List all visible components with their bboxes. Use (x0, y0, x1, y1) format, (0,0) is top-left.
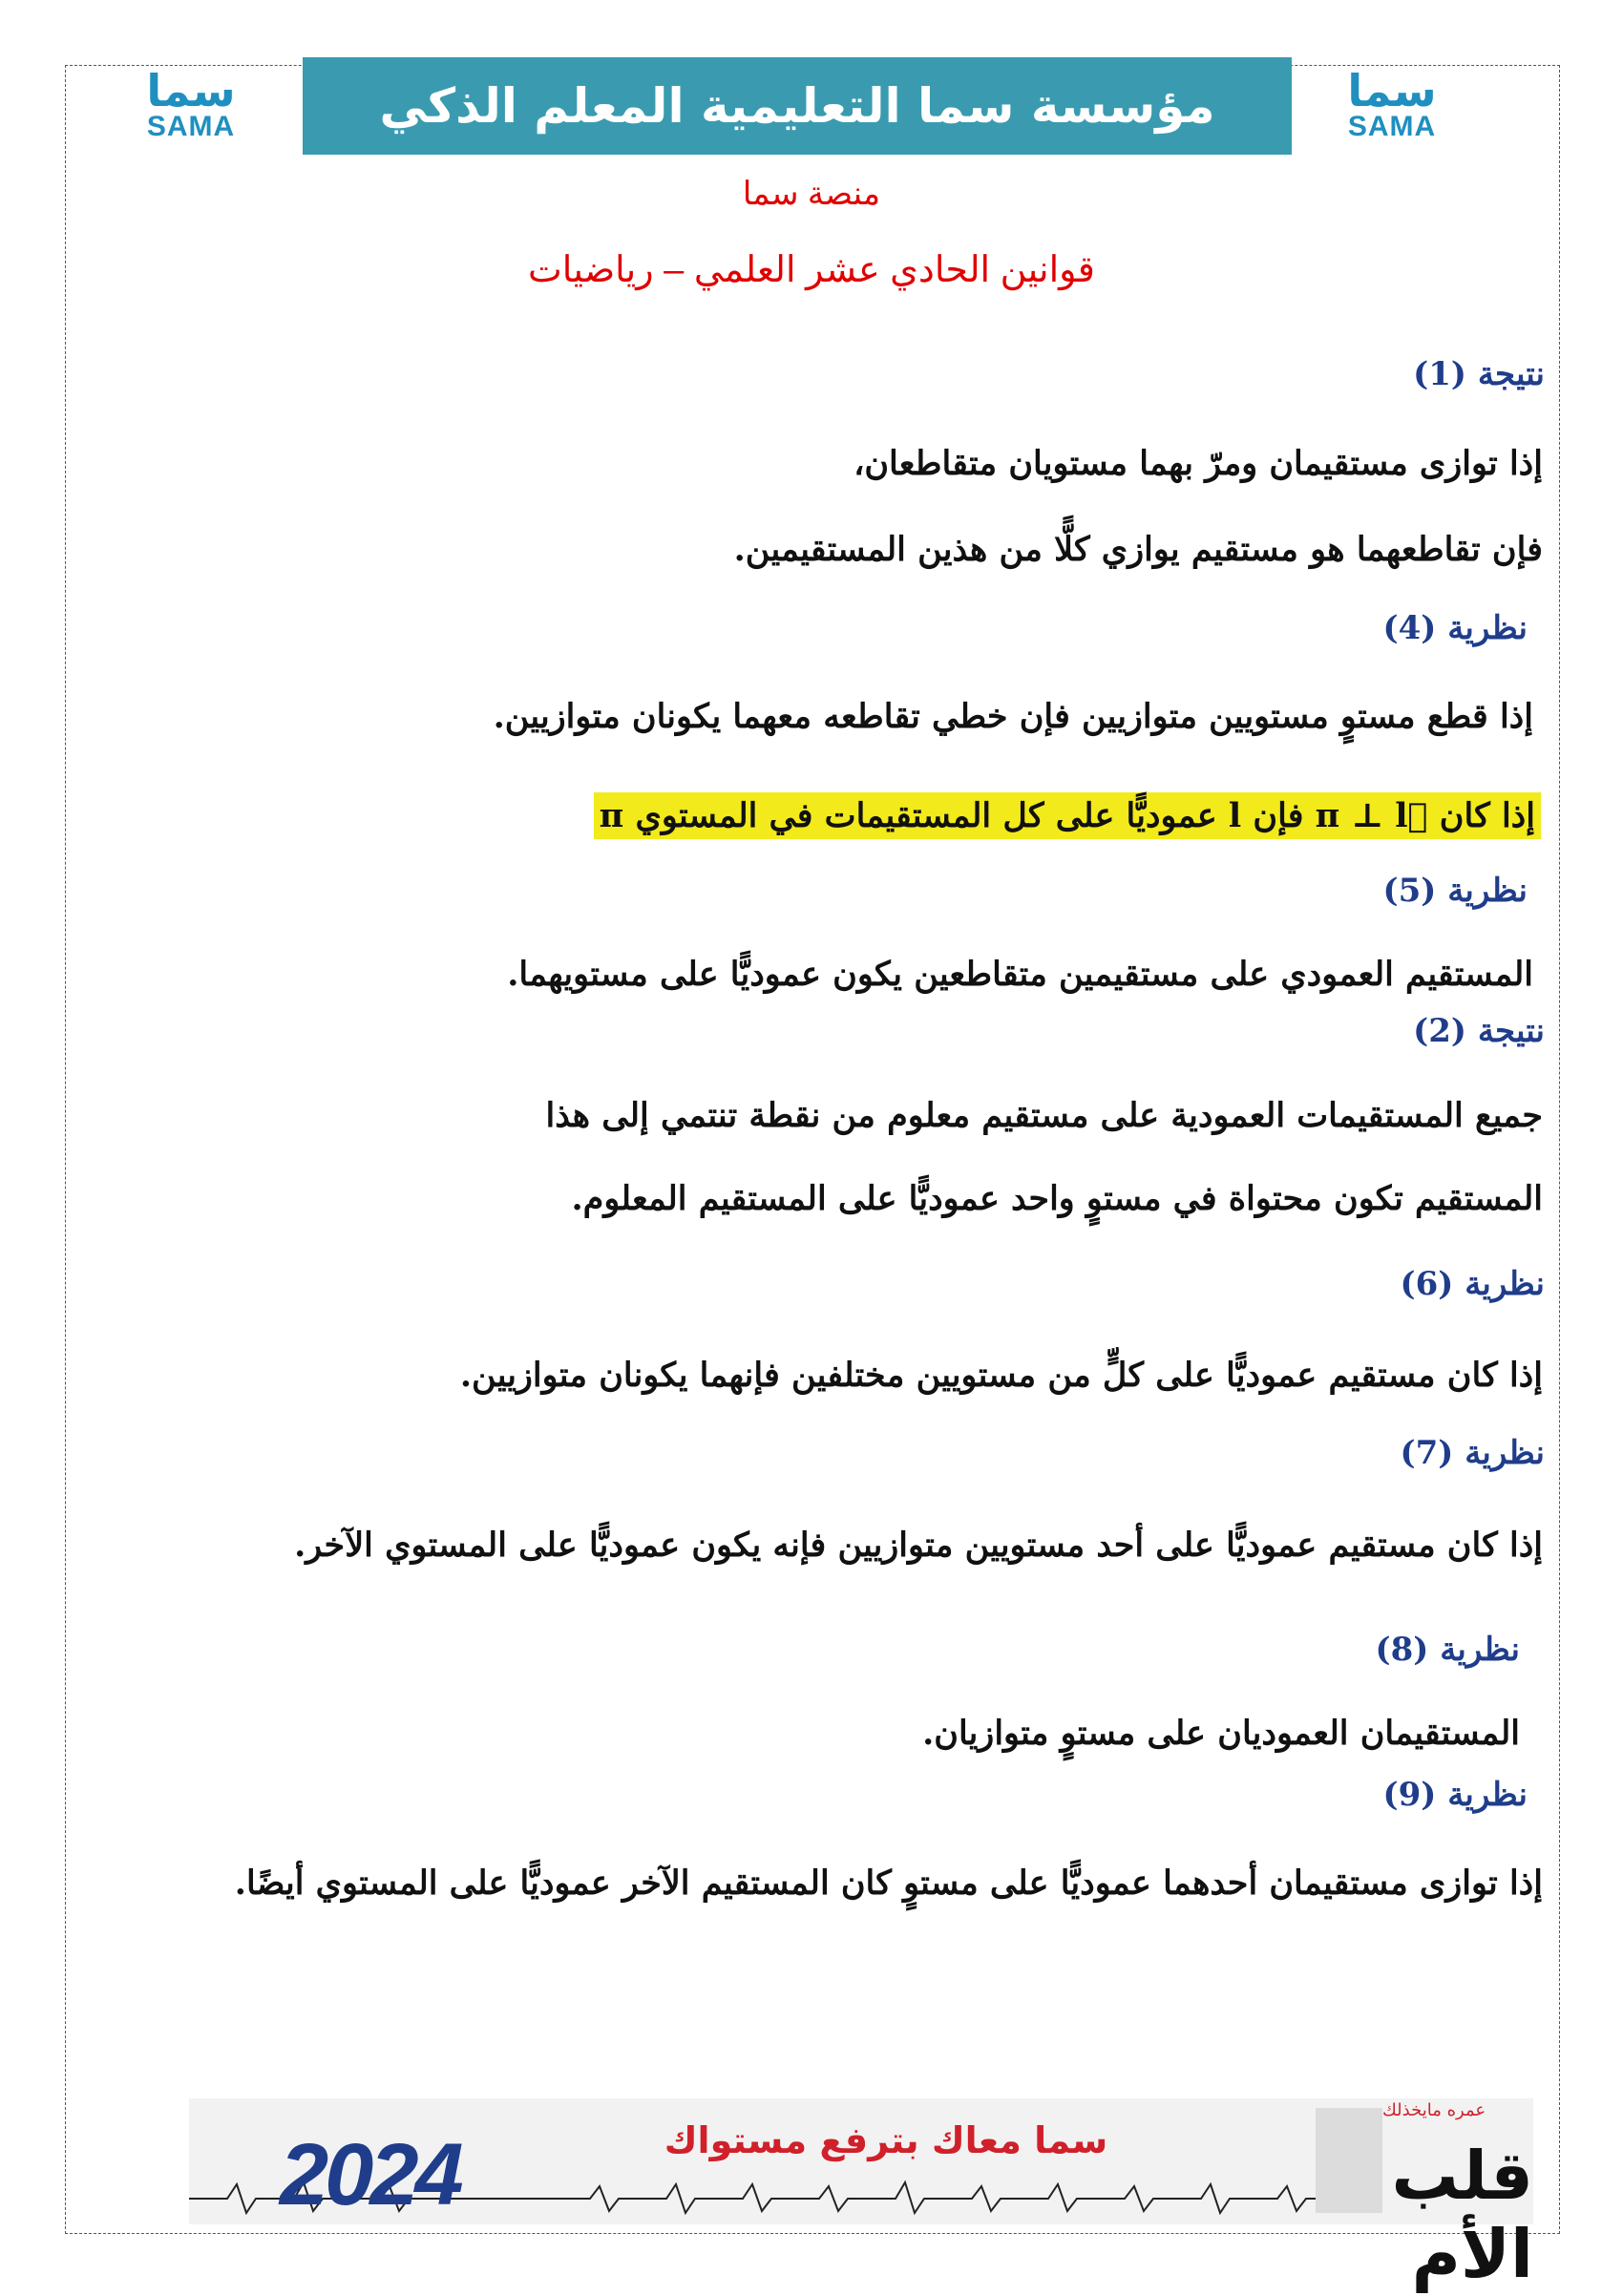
theorem-7-line-1: إذا كان مستقيم عموديًّا على أحد مستويين متوازيين فإنه يكون عموديًّا على المستوي الآخر. (294, 1526, 1543, 1565)
theorem-6-line-1: إذا كان مستقيم عموديًّا على كلٍّ من مستويين مختلفين فإنهما يكونان متوازيين. (459, 1356, 1543, 1395)
sama-logo-right: سما SAMA (1347, 65, 1437, 142)
result-2-line-2: المستقيم تكون محتواة في مستوٍ واحد عموديًّا على المستقيم المعلوم. (571, 1179, 1543, 1218)
year-graphic: 2024 (280, 2126, 460, 2223)
heading-theorem-9: نظرية (9) (1382, 1776, 1528, 1814)
highlighted-statement: إذا كان π ⊥ l⃡ فإن l عموديًّا على كل المستقيمات في المستوي π (594, 792, 1541, 839)
footer-banner (189, 2098, 1533, 2293)
header-banner: مؤسسة سما التعليمية المعلم الذكي (303, 57, 1292, 155)
document-subtitle: قوانين الحادي عشر العلمي – رياضيات (528, 250, 1095, 290)
heading-theorem-4: نظرية (4) (1382, 609, 1528, 647)
footer-slogan: سما معاك بترفع مستواك (664, 2119, 1108, 2161)
theorem-5-line-1: المستقيم العمودي على مستقيمين متقاطعين يكون عموديًّا على مستويهما. (507, 955, 1533, 994)
heading-result-2: نتيجة (2) (1413, 1012, 1545, 1050)
platform-name: منصة سما (742, 176, 881, 212)
theorem-9-line-1: إذا توازى مستقيمان أحدهما عموديًّا على مستوٍ كان المستقيم الآخر عموديًّا على المستوي أيضًا. (234, 1864, 1543, 1903)
result-1-line-1: إذا توازى مستقيمان ومرّ بهما مستويان متقاطعان، (854, 444, 1543, 483)
footer-tagline: عمره مايخذلك (1382, 2100, 1486, 2120)
sama-logo-left: سما SAMA (146, 65, 236, 142)
heading-theorem-6: نظرية (6) (1400, 1265, 1545, 1303)
heading-theorem-7: نظرية (7) (1400, 1434, 1545, 1472)
heading-result-1: نتيجة (1) (1413, 355, 1545, 393)
result-1-line-2: فإن تقاطعهما هو مستقيم يوازي كلًّا من هذين المستقيمين. (733, 530, 1543, 569)
heading-theorem-5: نظرية (5) (1382, 872, 1528, 910)
theorem-8-line-1: المستقيمان العموديان على مستوٍ متوازيان. (922, 1714, 1520, 1753)
page-border (65, 65, 1560, 2234)
theorem-4-line-1: إذا قطع مستوٍ مستويين متوازيين فإن خطي تقاطعه معهما يكونان متوازيين. (493, 697, 1533, 736)
result-2-line-1: جميع المستقيمات العمودية على مستقيم معلوم من نقطة تنتمي إلى هذا (545, 1096, 1543, 1135)
footer-brand-logo: قلب الأم (1391, 2137, 1533, 2293)
heading-theorem-8: نظرية (8) (1375, 1631, 1520, 1669)
